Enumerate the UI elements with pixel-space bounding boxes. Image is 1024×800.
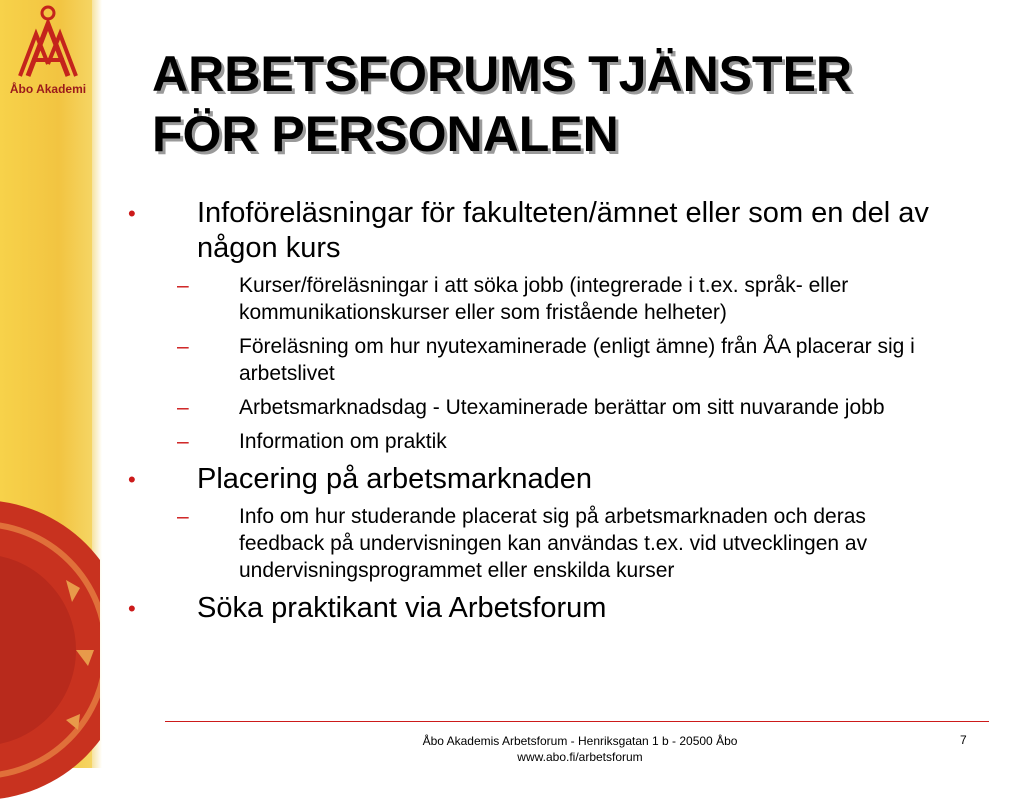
bullet-marker: • — [128, 596, 136, 621]
bullet-item — [120, 462, 940, 497]
bullet-marker: • — [128, 201, 136, 226]
logo-wordmark: Åbo Akademi — [9, 82, 87, 96]
sub-bullet-item — [120, 272, 940, 326]
seal-watermark-icon — [0, 500, 100, 800]
title-line-1: ARBETSFORUMS TJÄNSTER — [152, 46, 853, 102]
sub-bullet-text: Arbetsmarknadsdag - Utexaminerade berättar om sitt nuvarande jobb — [239, 396, 885, 419]
bullet-text: Infoföreläsningar för fakulteten/ämnet eller som en del av någon kurs — [197, 197, 929, 264]
dash-marker: – — [177, 396, 189, 419]
university-logo — [4, 4, 92, 104]
dash-marker: – — [177, 335, 189, 358]
sub-bullet-text: Kurser/föreläsningar i att söka jobb (integrerade i t.ex. språk- eller kommunikationskurser eller som fristående helheter) — [239, 274, 849, 324]
sub-bullet-item — [120, 333, 940, 387]
bullet-item — [120, 591, 940, 626]
footer-divider — [165, 721, 989, 722]
bullet-list — [120, 196, 940, 632]
sub-bullet-item — [120, 503, 940, 584]
bullet-text: Söka praktikant via Arbetsforum — [197, 592, 607, 624]
footer-url: www.abo.fi/arbetsforum — [517, 750, 643, 764]
bullet-item — [120, 196, 940, 266]
bullet-text: Placering på arbetsmarknaden — [197, 463, 592, 495]
sub-bullet-text: Föreläsning om hur nyutexaminerade (enligt ämne) från ÅA placerar sig i arbetslivet — [239, 335, 915, 385]
dash-marker: – — [177, 430, 189, 453]
footer-address: Åbo Akademis Arbetsforum - Henriksgatan 1 b - 20500 Åbo — [422, 734, 738, 748]
page-number: 7 — [960, 733, 967, 747]
sub-bullet-text: Information om praktik — [239, 430, 447, 453]
bullet-marker: • — [128, 467, 136, 492]
dash-marker: – — [177, 505, 189, 528]
title-line-2: FÖR PERSONALEN — [152, 106, 619, 162]
slide-title — [152, 44, 992, 164]
footer — [300, 733, 860, 765]
sub-bullet-item — [120, 428, 940, 455]
sub-bullet-text: Info om hur studerande placerat sig på arbetsmarknaden och deras feedback på undervisningen kan användas t.ex. vid utvecklingen av undervisningsprogrammet eller enskilda kurser — [239, 505, 868, 582]
logo-emblem-icon — [18, 4, 78, 80]
sub-bullet-item — [120, 394, 940, 421]
dash-marker: – — [177, 274, 189, 297]
